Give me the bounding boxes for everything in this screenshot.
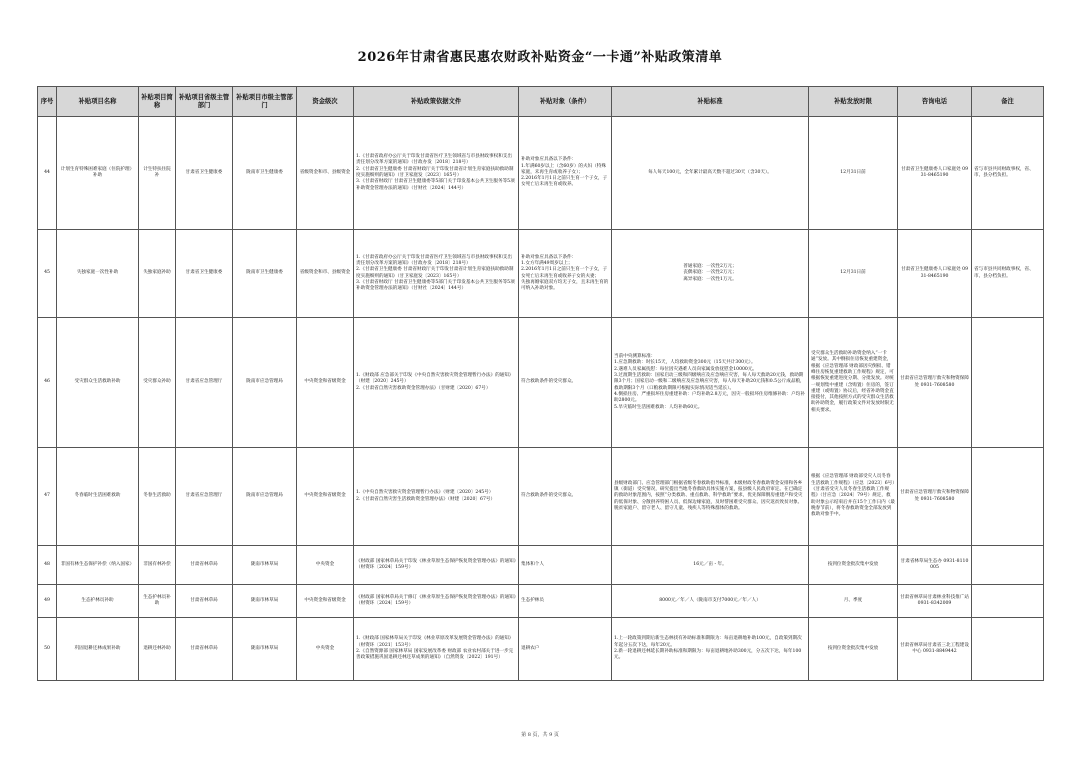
header-note: 备注	[972, 87, 1044, 117]
header-prov: 补贴项目省级主管部门	[176, 87, 233, 117]
cell-basis	[354, 230, 519, 318]
header-no: 序号	[38, 87, 57, 117]
target-line: 符合救助条件的受灾群众。	[521, 493, 577, 499]
basis-line: 2.《甘肃省卫生健康委 甘肃省财政厅关于印发甘肃省计划生育家庭扶助救助制度实施细则的通知》（甘卫家庭发〔2023〕165号）	[356, 267, 514, 279]
cell-prov: 甘肃省林草局	[176, 618, 233, 681]
cell-short: 退耕还林补助	[139, 618, 176, 681]
header-city: 补贴项目市级主管部门	[233, 87, 297, 117]
cell-short: 生态护林员补助	[139, 585, 176, 618]
header-time: 补贴发放时限	[809, 87, 898, 117]
cell-note	[972, 448, 1044, 546]
standard-line: 8000元／年／人（陇南市支付7000元／年／人）	[659, 597, 761, 603]
cell-basis	[354, 318, 519, 448]
standard-line: 丧偶家庭：一次性2万元；	[683, 270, 737, 276]
header-short: 补贴项目简称	[139, 87, 176, 117]
cell-target	[519, 448, 612, 546]
cell-basis	[354, 618, 519, 681]
cell-time: 按到位资金批次集中发放	[809, 546, 898, 585]
cell-phone: 甘肃省林草局甘肃省三北工程建设中心 0931-8849442	[898, 618, 972, 681]
cell-level: 省级资金和市、县级资金	[297, 230, 354, 318]
cell-time: 按到位资金批次集中发放	[809, 618, 898, 681]
cell-name: 受灾群众生活救助补助	[57, 318, 139, 448]
cell-prov: 甘肃省应急管理厅	[176, 448, 233, 546]
page-title: 2026年甘肃省惠民惠农财政补贴资金“一卡通”补贴政策清单	[357, 50, 723, 65]
basis-line: 1.《甘肃省政府办公厅关于印发甘肃省医疗卫生领域省与市县财政事权和支出责任划分改革方案的通知》（甘政办发〔2018〕218号）	[356, 154, 512, 166]
cell-prov: 甘肃省林草局	[176, 546, 233, 585]
standard-line: 5.旱灾临时生活困难救助：人均补助60元。	[614, 404, 703, 410]
table-row	[38, 618, 1044, 681]
standard-line: 1.上一轮政策到期后新生态林找有补助标准和期限为：每亩退耕地补助100元，自政策到期次年起分五次下达，每年20元。	[614, 636, 802, 648]
cell-city: 陇南市应急管理局	[233, 448, 297, 546]
cell-city: 陇南市卫生健康委	[233, 230, 297, 318]
basis-line: 1.《财政部 国家林草局关于印发《林业草原改革发展资金管理办法》的通知》（财资环〔2021〕153号）	[356, 636, 514, 648]
cell-no: 45	[38, 230, 57, 318]
table-row	[38, 230, 1044, 318]
cell-city: 陇南市林草局	[233, 546, 297, 585]
basis-line: 1.《甘肃省政府办公厅关于印发甘肃省医疗卫生领域省与市县财政事权和支出责任划分改革方案的通知》（甘政办发〔2018〕218号）	[356, 254, 512, 266]
basis-line: 《财政部 国家林草局关于修订《林业草原生态保护恢复资金管理办法》的通知》（财资环〔2024〕159号）	[356, 594, 516, 606]
basis-line: 《财政部 国家林草局关于印发《林业草原生态保护恢复资金管理办法》的通知》（财资环〔2024〕159号）	[356, 558, 516, 570]
basis-line: 3.《甘肃省财政厅 甘肃省卫生健康委等5部门关于印发基本公共卫生服务等5项补助资金管理办法的通知》（甘财社〔2024〕144号）	[356, 179, 515, 191]
cell-target	[519, 318, 612, 448]
cell-no: 47	[38, 448, 57, 546]
cell-name: 计划生育特殊困难家庭（住院护理）补助	[57, 117, 139, 230]
cell-time: 12月31日前	[809, 230, 898, 318]
cell-no: 44	[38, 117, 57, 230]
cell-prov: 甘肃省卫生健康委	[176, 230, 233, 318]
cell-target	[519, 618, 612, 681]
header-level: 资金级次	[297, 87, 354, 117]
cell-time: 受灾群众生活救助补助资金纳入“一卡通”发放。其中倒损住房恢复重建资金，根据《应急管理部 财政部因灾倒损、错峰住房恢复重建救助工作规程》规定，可根据恢复重建进度分期、分批发放。对统一规划集中重建（含购置）住房的，签订重建（或购置）协议后，经省补助资金直接拨付，其他按照方式的受灾群众生活救助补助资金，履行政策文件对发放时限无相关要求。	[809, 318, 898, 448]
cell-time: 12月31日前	[809, 117, 898, 230]
standard-line: 每人每天100元，全年累计最高天数不超过30天（含30天）。	[648, 169, 772, 175]
cell-name: 失独家庭一次性补助	[57, 230, 139, 318]
cell-standard	[612, 230, 809, 318]
cell-level: 中央资金和省级资金	[297, 448, 354, 546]
cell-standard	[612, 546, 809, 585]
cell-basis	[354, 546, 519, 585]
cell-target	[519, 546, 612, 585]
target-line: 2.2016年1月1日之前只生育一个子女，子女死亡后未再生育或收养子女的夫妻；	[521, 267, 608, 279]
target-line: 符合救助条件的受灾群众。	[521, 379, 577, 385]
cell-prov: 甘肃省卫生健康委	[176, 117, 233, 230]
cell-no: 48	[38, 546, 57, 585]
basis-line: 2.《甘肃省自然灾害救助资金管理办法》（甘财建〔2020〕67号）	[356, 385, 491, 391]
basis-line: 2.《自然资源部 国家林草局 国家发展改革委 财政部 农业农村部关于进一步完善政策措施巩固退耕还林还草成果的通知》（自然资发〔2022〕191号）	[356, 649, 514, 661]
standard-line: 3.过渡期生活救助：国家启动三级和四级响应及应急响应灾害，每人每天救助20元钱，救助期限3个月；国家启动一级和二级响应及应急响应灾害，每人每天补助20元钱和0.5公斤成品粮，救助期限3个月（口粮救助期限可根据实际情况适当延长）。	[614, 373, 805, 391]
table-row	[38, 117, 1044, 230]
cell-basis	[354, 448, 519, 546]
cell-short: 计生特扶住院补	[139, 117, 176, 230]
cell-standard	[612, 618, 809, 681]
cell-name: 生态护林员补助	[57, 585, 139, 618]
standard-line: 2.新一轮退耕还林延长期补助标准和期限为：每亩退耕地补助300元，分五次下达，每年100元。	[614, 649, 802, 661]
cell-target	[519, 117, 612, 230]
header-standard: 补贴标准	[612, 87, 809, 117]
cell-standard	[612, 318, 809, 448]
standard-line: 普通家庭：一次性2万元；	[683, 264, 737, 270]
cell-phone: 甘肃省林草局生态办 0931-8110005	[898, 546, 972, 585]
cell-no: 46	[38, 318, 57, 448]
cell-prov: 甘肃省林草局	[176, 585, 233, 618]
standard-line: 2.遇难人员家属抚慰：每位因灾遇难人员向家属发放抚慰金10000元。	[614, 366, 758, 372]
table-row	[38, 546, 1044, 585]
cell-short: 受灾群众补助	[139, 318, 176, 448]
header-phone: 咨询电话	[898, 87, 972, 117]
cell-short: 冬春生活救助	[139, 448, 176, 546]
cell-city: 陇南市林草局	[233, 618, 297, 681]
cell-note	[972, 585, 1044, 618]
basis-line: 3.《甘肃省财政厅 甘肃省卫生健康委等5部门关于印发基本公共卫生服务等5项补助资金管理办法的通知》（甘财社〔2024〕144号）	[356, 279, 515, 292]
cell-city: 陇南市卫生健康委	[233, 117, 297, 230]
cell-target	[519, 230, 612, 318]
cell-phone: 甘肃省卫生健康委人口家庭处 0931-8465190	[898, 117, 972, 230]
cell-note	[972, 318, 1044, 448]
table-row	[38, 318, 1044, 448]
standard-line: 16元／亩・年。	[693, 561, 727, 567]
cell-city: 陇南市应急管理局	[233, 318, 297, 448]
table-header-row	[38, 87, 1044, 117]
cell-basis	[354, 117, 519, 230]
cell-level: 中央资金	[297, 546, 354, 585]
cell-name: 冬春临时生活困难救助	[57, 448, 139, 546]
target-line: 生态护林员	[521, 597, 544, 603]
target-line: 2.2016年1月1日之前只生育一个子女，子女死亡后未再生育或收养。	[521, 176, 608, 188]
standard-line: 4.倒损住房、严重损坏住房重建补助：户均补助2.8万元，因灾一般损坏住房维修补助：户均补助2800元。	[614, 391, 805, 404]
cell-prov: 甘肃省应急管理厅	[176, 318, 233, 448]
target-line: 失独再婚家庭双方均无子女，且未再生育的可纳入补助对象。	[521, 279, 609, 292]
cell-phone: 甘肃省应急管理厅救灾和物资保障处 0931-7608580	[898, 318, 972, 448]
cell-name: 巩固退耕还林成果补助	[57, 618, 139, 681]
cell-note	[972, 618, 1044, 681]
cell-standard	[612, 585, 809, 618]
cell-phone: 甘肃省应急管理厅救灾和物资保障处 0931-7608580	[898, 448, 972, 546]
standard-line: 离异家庭：一次性1万元。	[683, 276, 737, 282]
basis-line: 1.《中央自然灾害救灾资金管理暂行办法》（财建〔2020〕245号）	[356, 490, 494, 496]
cell-target	[519, 585, 612, 618]
cell-no: 50	[38, 618, 57, 681]
cell-basis	[354, 585, 519, 618]
target-line: 1.女方年满49周岁以上；	[521, 260, 573, 266]
cell-short: 非国有林补偿	[139, 546, 176, 585]
target-line: 1.年满60岁以上（含60岁）的夫妇（特殊家庭，未再生育或收养子女）；	[521, 163, 606, 175]
cell-standard	[612, 448, 809, 546]
header-basis: 补贴政策依据文件	[354, 87, 519, 117]
target-line: 集体和个人	[521, 561, 544, 567]
cell-phone: 甘肃省林草局甘肃林业科技推广站 0931-8342009	[898, 585, 972, 618]
standard-line: 县级财政部门、应急管理部门根据省级冬春救助指导标准，本级财政冬春救助资金安排和各乡镇（街道）受灾情况，研究提出当地冬春救助具体实施方案，报县级人民政府审定。在已确定的救助对象范围内，按照“分类救助、重点救助、科学救助”要求，优先保障倒房重建户和受灾的低保对象、分散供养特困人员、低保边缘家庭，及时帮困难受灾群众、因灾返贫致贫对象、脱贫家庭户、留守老人、留守儿童、残疾人等特殊群体的救助。	[614, 480, 803, 511]
cell-short: 失独家庭补助	[139, 230, 176, 318]
cell-level: 中央资金和省级资金	[297, 585, 354, 618]
target-line: 补助对象应具备以下条件：	[521, 254, 577, 260]
cell-level: 中央资金和省级资金	[297, 318, 354, 448]
target-line: 退耕农户	[521, 645, 540, 651]
header-target: 补贴对象（条件）	[519, 87, 612, 117]
table-row	[38, 585, 1044, 618]
cell-time: 月、季度	[809, 585, 898, 618]
page-footer: 第 8 页，共 9 页	[521, 732, 559, 738]
basis-line: 2.《甘肃省自然灾害生活救助资金管理办法》（财建〔2020〕67号）	[356, 496, 496, 502]
cell-time: 根据《应急管理部 财政部受灾人员冬春生活救助工作规程》（应急〔2023〕6号）《甘肃省受灾人员冬春生活救助工作规程》（甘应急〔2024〕79号）规定，救助对象公示结束后并在15个工作日内（最晚春节前），将冬春救助资金全部发放到救助对象手中。	[809, 448, 898, 546]
cell-phone: 甘肃省卫生健康委人口家庭处 0931-8465190	[898, 230, 972, 318]
target-line: 补助对象应具备以下条件：	[521, 157, 577, 163]
cell-note	[972, 546, 1044, 585]
cell-note: 省与市县共同财政事权，省、市、县分档负担。	[972, 117, 1044, 230]
table-row	[38, 448, 1044, 546]
cell-standard	[612, 117, 809, 230]
cell-level: 省级资金和市、县级资金	[297, 117, 354, 230]
standard-line: 1.应急期救助：时长15天，人均救助资金300元（15天共计300元）。	[614, 360, 756, 366]
cell-no: 49	[38, 585, 57, 618]
standard-line: 当前中央测算标准：	[614, 354, 656, 360]
cell-note: 省与市县共同财政事权，省、市、县分档负担。	[972, 230, 1044, 318]
basis-line: 1.《财政部 应急部关于印发《中央自然灾害救灾资金管理暂行办法》的通知》（财建〔2020〕245号）	[356, 373, 514, 385]
subsidy-policy-table	[37, 86, 1044, 681]
header-name: 补贴项目名称	[57, 87, 139, 117]
cell-level: 中央资金	[297, 618, 354, 681]
cell-city: 陇南市林草局	[233, 585, 297, 618]
cell-name: 非国有林生态保护补偿（纳入国家）	[57, 546, 139, 585]
basis-line: 2.《甘肃省卫生健康委 甘肃省财政厅关于印发甘肃省计划生育家庭扶助救助制度实施细则的通知》（甘卫家庭发〔2023〕165号）	[356, 166, 514, 178]
